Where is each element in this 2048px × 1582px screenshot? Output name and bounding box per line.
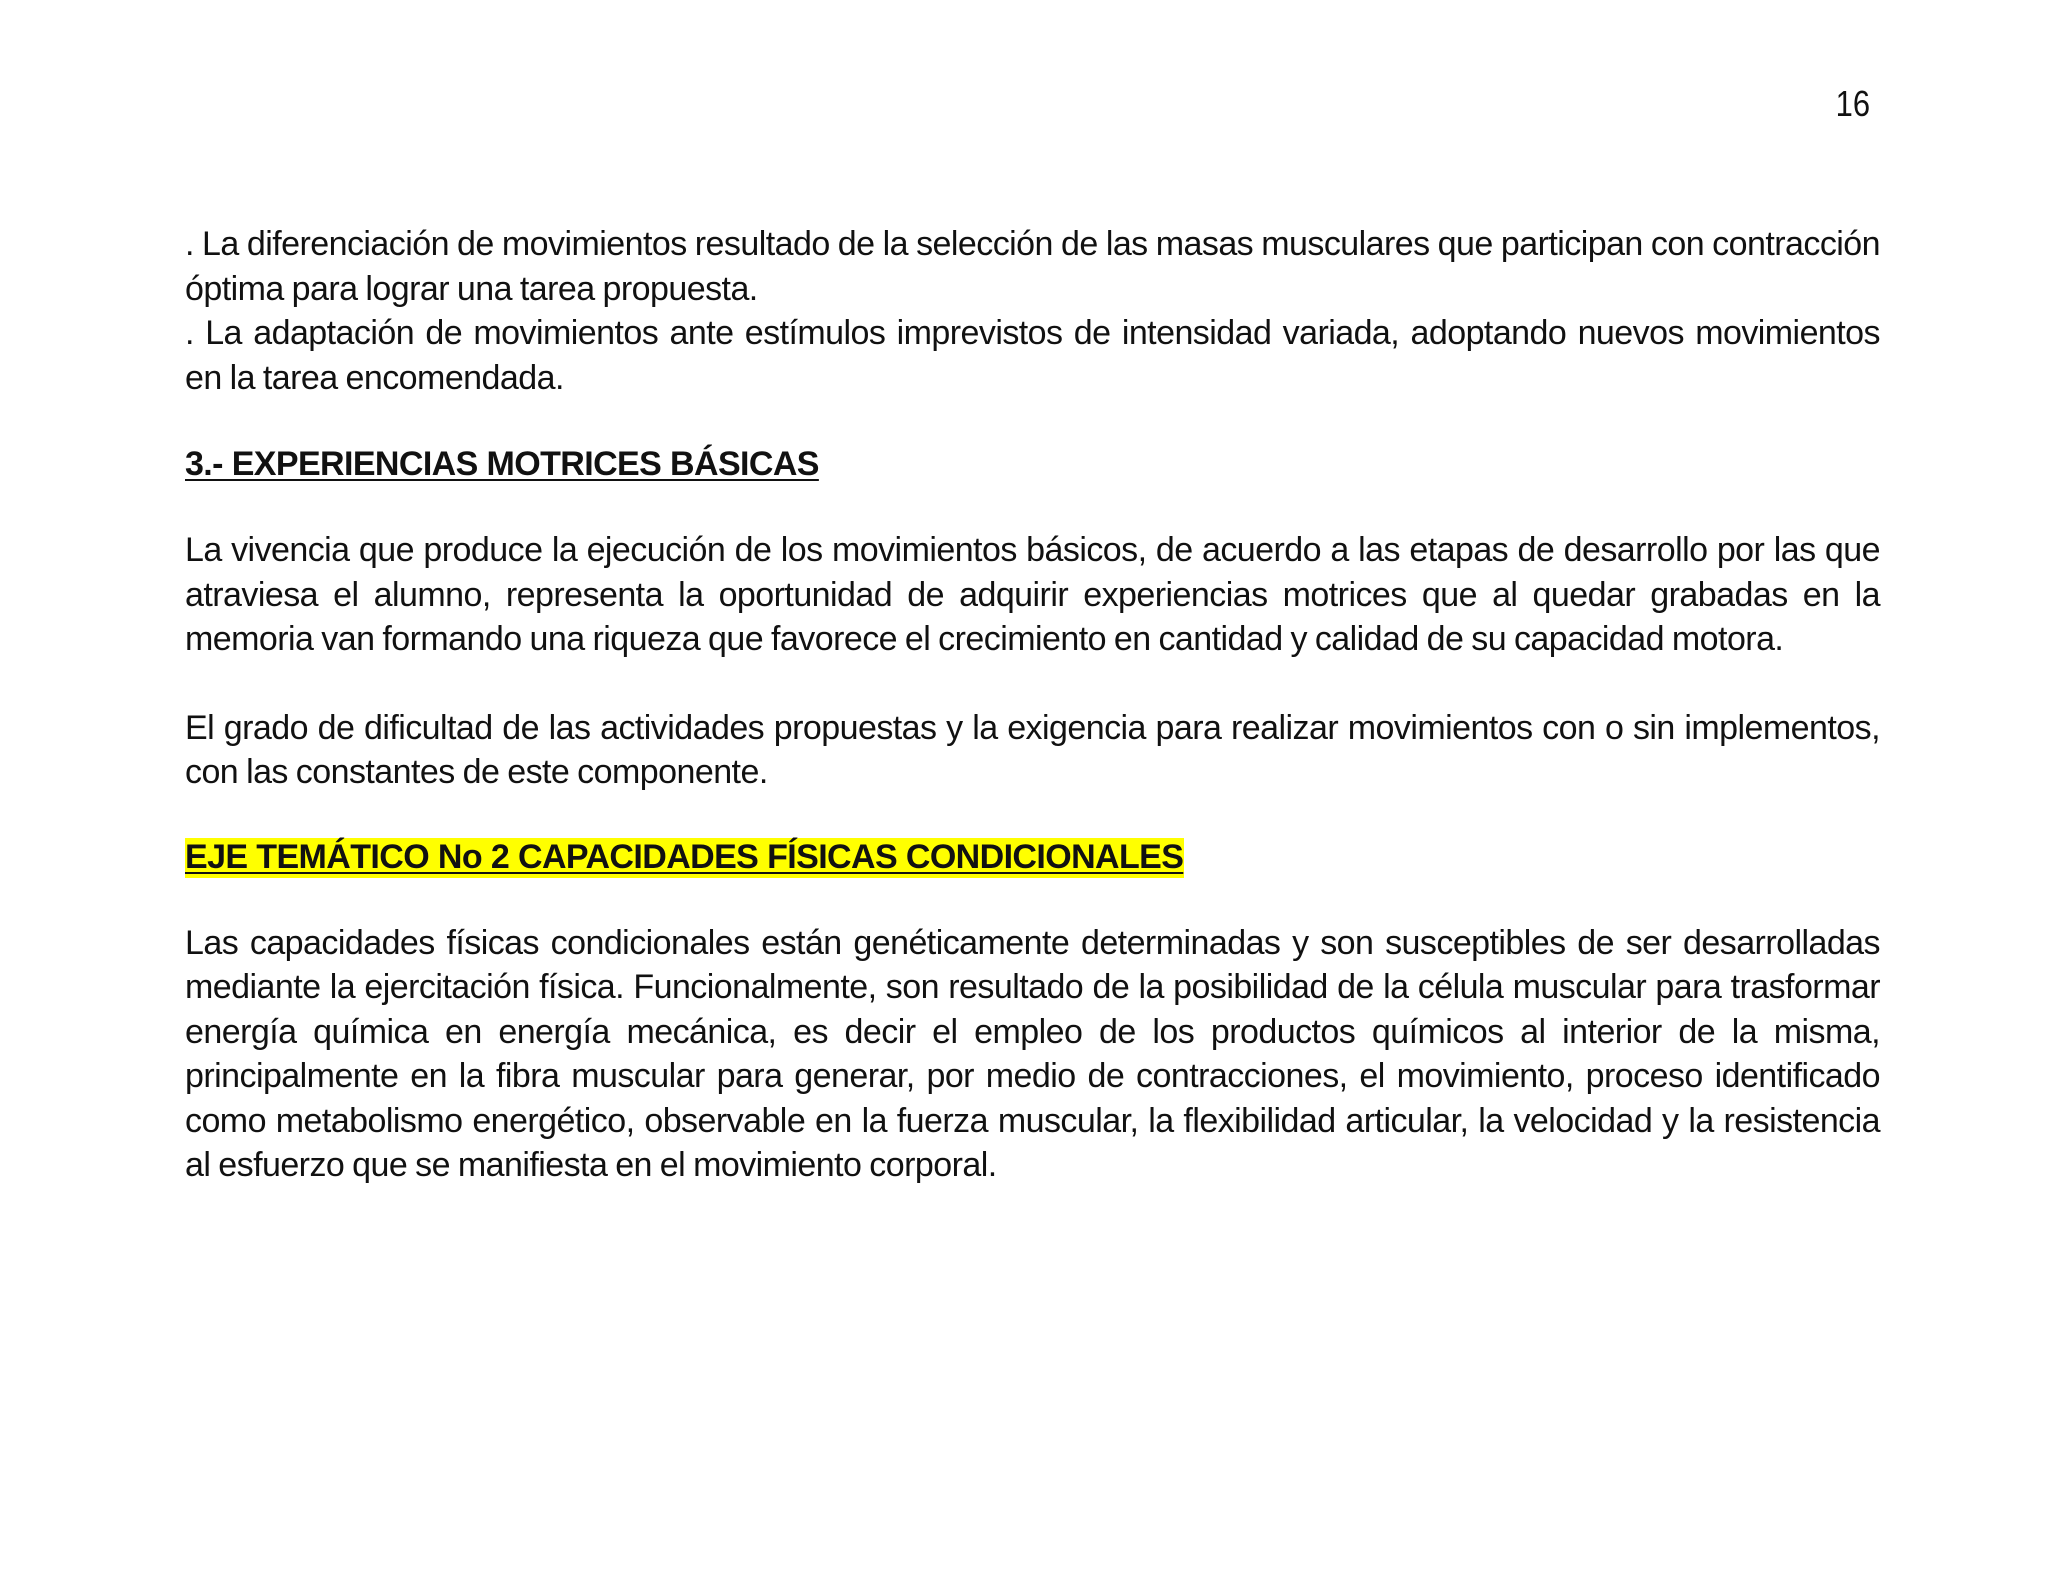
page-number: 16 xyxy=(1835,83,1870,124)
paragraph-capacidades-fisicas: Las capacidades físicas condicionales están genéticamente determinadas y son susceptibles de ser desarrolladas mediante la ejercitación física. Funcionalmente, son resultado de la posibilidad de la célula muscular para trasformar energía química en energía mecánica, es decir el empleo de los productos químicos al interior de la misma, principalmente en la fibra muscular para generar, por medio de contracciones, el movimiento, proceso identificado como metabolismo energético, observable en la fuerza muscular, la flexibilidad articular, la velocidad y la resistencia al esfuerzo que se manifiesta en el movimiento corporal. xyxy=(185,923,1880,1184)
paragraph-grado-dificultad: El grado de dificultad de las actividades propuestas y la exigencia para realizar movimientos con o sin implementos, con las constantes de este componente. xyxy=(185,708,1880,791)
section-heading-experiencias: 3.- EXPERIENCIAS MOTRICES BÁSICAS xyxy=(185,445,819,483)
page-content xyxy=(185,222,1880,1188)
highlighted-heading-text: EJE TEMÁTICO No 2 CAPACIDADES FÍSICAS CONDICIONALES xyxy=(185,837,1184,876)
section-heading-eje-tematico xyxy=(185,835,1880,879)
paragraph-vivencia: La vivencia que produce la ejecución de los movimientos básicos, de acuerdo a las etapas de desarrollo por las que atraviesa el alumno, representa la oportunidad de adquirir experiencias motrices que al quedar grabadas en la memoria van formando una riqueza que favorece el crecimiento en cantidad y calidad de su capacidad motora. xyxy=(185,531,1880,658)
list-item-differentiation: . La diferenciación de movimientos resultado de la selección de las masas musculares que participan con contracción óptima para lograr una tarea propuesta. xyxy=(185,225,1880,308)
list-item-adaptation: . La adaptación de movimientos ante estímulos imprevistos de intensidad variada, adoptando nuevos movimientos en la tarea encomendada. xyxy=(185,314,1880,397)
